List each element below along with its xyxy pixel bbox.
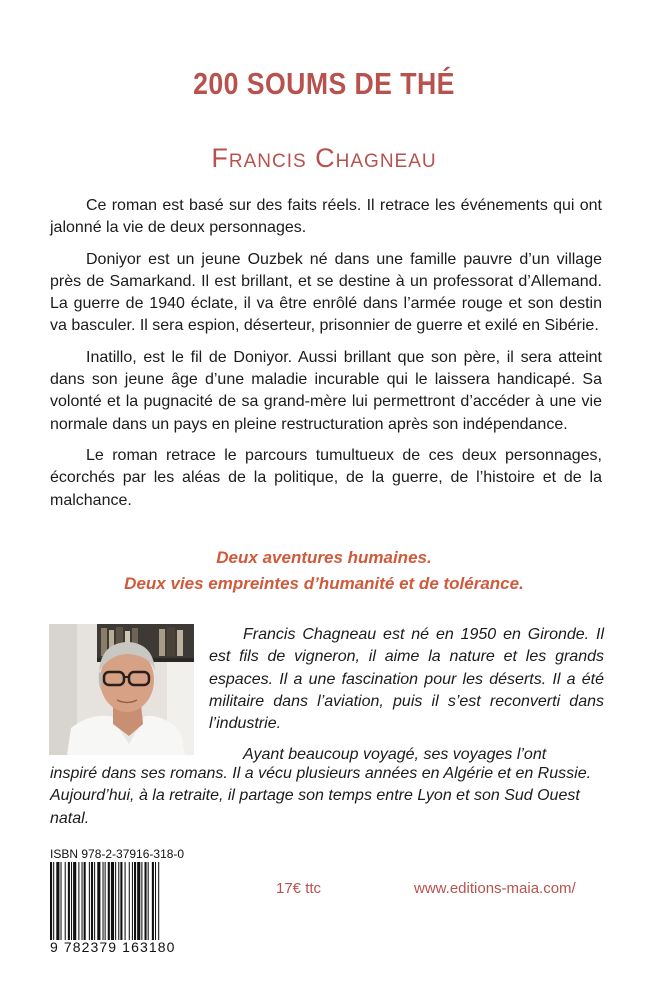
barcode-bar xyxy=(141,862,142,940)
barcode-bar xyxy=(73,862,76,940)
barcode-bar xyxy=(111,862,114,940)
barcode-bar xyxy=(148,862,149,940)
barcode-bar xyxy=(91,862,93,940)
barcode-bar xyxy=(125,862,126,940)
author-bio-continuation: inspiré dans ses romans. Il a vécu plusieurs années en Algérie et en Russie. Aujourd’hui, à la retraite, il partage son temps entre Lyon et son Sud Ouest natal. xyxy=(50,765,592,827)
publisher-website: www.editions-maia.com/ xyxy=(414,880,576,897)
tagline-line-1: Deux aventures humaines. xyxy=(216,548,432,567)
barcode-bar xyxy=(108,862,110,940)
synopsis-paragraph: Doniyor est un jeune Ouzbek né dans une famille pauvre d’un village près de Samarkand. Il est brillant, et se destine à un professorat d’Allemand. La guerre de 1940 éclate, il va être enrôlé dans l’armée rouge et son destin va basculer. Il sera espion, déserteur, prisonnier de guerre et exilé en Sibérie. xyxy=(50,250,602,335)
barcode-bar xyxy=(89,862,90,940)
barcode-bar xyxy=(118,862,119,940)
barcode-digits: 9 782379 163180 xyxy=(50,939,176,955)
author-name: Francis Chagneau xyxy=(211,143,437,173)
author-photo xyxy=(49,624,194,755)
barcode-bar xyxy=(105,862,106,940)
barcode-bar xyxy=(158,862,159,940)
barcode-bar xyxy=(84,862,86,940)
barcode-bar xyxy=(56,862,59,940)
barcode-bar xyxy=(61,862,62,940)
price: 17€ ttc xyxy=(276,880,322,897)
barcode-bar xyxy=(50,862,52,940)
tagline-line-2: Deux vies empreintes d’humanité et de tolérance. xyxy=(124,574,524,593)
isbn-label: ISBN 978-2-37916-318-0 xyxy=(50,847,185,861)
barcode-bar xyxy=(132,862,133,940)
author-bio-paragraph: Francis Chagneau est né en 1950 en Gironde. Il est fils de vigneron, il aime la nature et les grands espaces. Il a une fascination pour les déserts. Il a été militaire dans l’aviation, puis il s’est reconverti dans l’industrie. xyxy=(209,626,604,733)
barcode-bar xyxy=(71,862,72,940)
barcode-bar xyxy=(82,862,83,940)
synopsis-paragraph: Ce roman est basé sur des faits réels. Il retrace les événements qui ont jalonné la vie de deux personnages. xyxy=(50,197,602,237)
barcode xyxy=(50,862,194,940)
author-bio-paragraph-start: Ayant beaucoup voyagé, ses voyages l’ont xyxy=(243,746,547,764)
author-bio xyxy=(209,624,604,776)
barcode-bar xyxy=(155,862,156,940)
synopsis-paragraph: Inatillo, est le fil de Doniyor. Aussi brillant que son père, il sera atteint dans son jeune âge d’une maladie incurable qui le laissera handicapé. Sa volonté et la pugnacité de sa grand-mère lui permettront d’accéder à une vie normale dans un pays en pleine restructuration après son indépendance. xyxy=(50,348,602,433)
barcode-bar xyxy=(103,862,104,940)
barcode-bar xyxy=(137,862,140,940)
barcode-bar xyxy=(94,862,95,940)
barcode-bar xyxy=(145,862,147,940)
barcode-bar xyxy=(115,862,116,940)
barcode-bar xyxy=(53,862,54,940)
synopsis xyxy=(50,195,602,521)
barcode-bar xyxy=(129,862,130,940)
book-title: 200 SOUMS DE THÉ xyxy=(193,66,455,101)
barcode-bar xyxy=(97,862,100,940)
barcode-bar xyxy=(68,862,70,940)
barcode-bar xyxy=(134,862,136,940)
barcode-bar xyxy=(120,862,122,940)
barcode-bar xyxy=(78,862,79,940)
synopsis-paragraph: Le roman retrace le parcours tumultueux de ces deux personnages, écorchés par les aléas de la politique, de la guerre, de l’histoire et de la malchance. xyxy=(50,446,602,509)
barcode-bar xyxy=(152,862,154,940)
barcode-bar xyxy=(65,862,66,940)
tagline xyxy=(0,545,648,597)
